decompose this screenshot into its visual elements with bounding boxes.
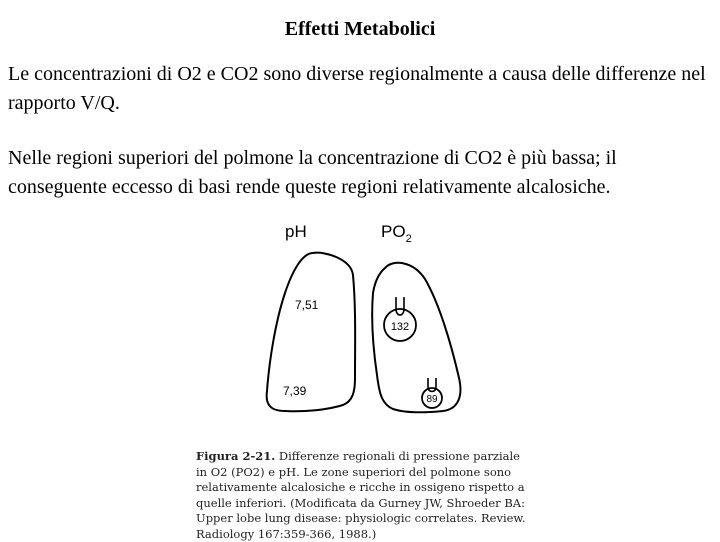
figure-caption	[196, 449, 530, 542]
po2-lower-value: 89	[426, 394, 438, 405]
paragraph-vq-differences: Le concentrazioni di O2 e CO2 sono diverse regionalmente a causa delle differenze nel rapporto V/Q.	[8, 63, 706, 114]
po2-label: $PO_2$	[381, 222, 412, 245]
upper-lobule-icon	[384, 297, 416, 341]
ph-lower-value: 7,39	[283, 384, 307, 398]
paragraph-upper-regions: Nelle regioni superiori del polmone la concentrazione di CO2 è più bassa; il conseguente eccesso di basi rende queste regioni relativamente alcalosiche.	[8, 147, 617, 198]
right-lung-outline	[372, 263, 460, 413]
left-lung-outline	[267, 253, 356, 412]
figure-number: Figura 2-21.	[196, 449, 276, 463]
slide-title: Effetti Metabolici	[284, 18, 436, 40]
ph-label: pH	[285, 222, 307, 241]
lung-figure	[255, 213, 475, 443]
ph-upper-value: 7,51	[295, 298, 319, 312]
figure-caption-text: Differenze regionali di pressione parziale in O2 (PO2) e pH. Le zone superiori del polmone sono relativamente alcalosiche e ricche in ossigeno rispetto a quelle inferiori. (Modificata da Gurney JW, Shroeder BA: Upper lobe lung disease: physiologic correlates. Review. Radiology 167:359-366, 1988.)	[196, 449, 526, 541]
po2-upper-value: 132	[390, 321, 410, 333]
